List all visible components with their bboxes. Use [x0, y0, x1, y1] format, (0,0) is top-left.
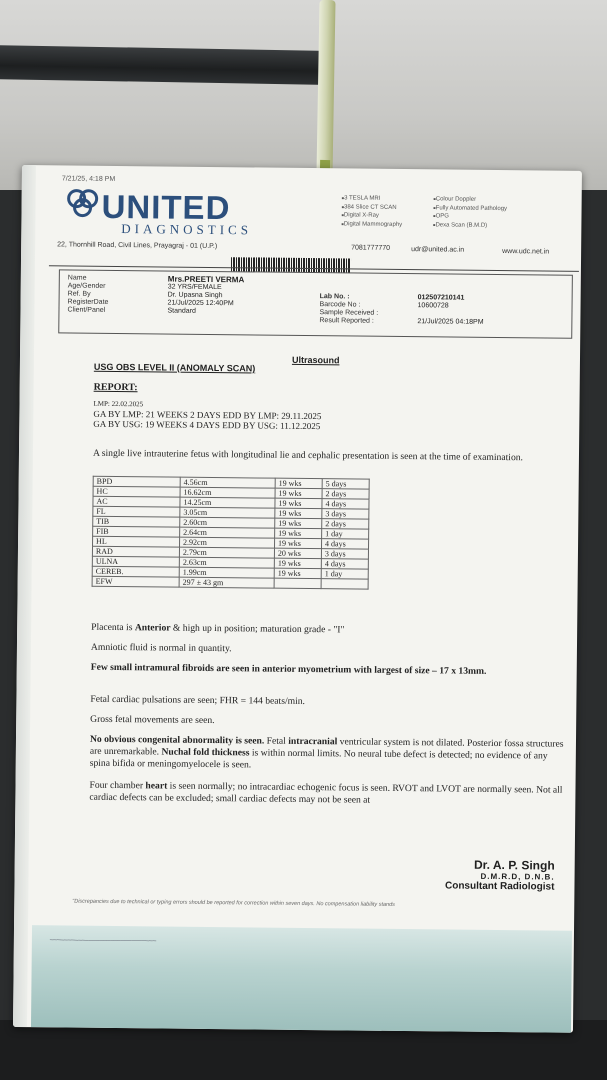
patient-details-box — [58, 269, 573, 338]
biometry-param: AC — [93, 496, 180, 507]
service-item: ■ 3 TESLA MRI — [342, 195, 381, 201]
barcode-no: 10600728 — [417, 302, 449, 310]
lab-email: udr@united.ac.in — [411, 246, 465, 254]
biometry-weeks: 19 wks — [275, 538, 322, 548]
fhr-paragraph: Fetal cardiac pulsations are seen; FHR = 144 beats/min. — [90, 693, 306, 707]
lab-address: 22, Thornhill Road, Civil Lines, Prayagraj - 01 (U.P.) — [57, 241, 218, 251]
amniotic-paragraph: Amniotic fluid is normal in quantity. — [90, 641, 232, 655]
ga-usg-line: GA BY USG: 19 WEEKS 4 DAYS EDD BY USG: 11.12.2025 — [93, 418, 321, 432]
label-lab-no: Lab No. : — [319, 293, 350, 301]
biometry-days: 3 days — [321, 549, 368, 559]
biometry-days: 2 days — [322, 489, 369, 499]
patient-register-date: 21/Jul/2025 12:40PM — [167, 299, 234, 308]
biometry-param: BPD — [93, 476, 180, 487]
brand-name: UNITED — [101, 187, 231, 227]
lab-phone: 7081777770 — [351, 244, 391, 252]
biometry-param: HC — [93, 486, 180, 497]
biometry-weeks: 19 wks — [274, 558, 321, 568]
movements-paragraph: Gross fetal movements are seen. — [90, 713, 215, 727]
patient-values — [167, 276, 244, 317]
biometry-value: 2.60cm — [180, 517, 275, 528]
lab-values — [417, 294, 484, 327]
anomaly-paragraph: No obvious congenital abnormality is seen. Fetal intracranial ventricular system is not dilated. Posterior fossa structures are unremarkable. Nuchal fold thickness is within normal limits. No neural tube defect is detected; no evidence of any spina bifida or meningomyelocele is seen. — [89, 733, 564, 771]
label-sample-received: Sample Received : — [319, 309, 379, 317]
biometry-weeks: 19 wks — [275, 488, 322, 498]
study-title: USG OBS LEVEL II (ANOMALY SCAN) — [93, 361, 256, 374]
letterhead — [39, 165, 580, 259]
lab-no: 012507210141 — [417, 294, 465, 302]
service-item: ■ OPG — [433, 213, 449, 219]
biometry-value: 2.92cm — [180, 537, 275, 548]
green-pen — [316, 0, 335, 175]
heart-paragraph: Four chamber heart is seen normally; no intracardiac echogenic focus is seen. RVOT and LVOT are normally seen. Not all cardiac defects can be excluded; small cardiac defects may not be seen at — [89, 779, 563, 806]
desk-background — [0, 0, 607, 190]
biometry-days: 5 days — [322, 479, 369, 489]
doctor-qualification: D.M.R.D, D.N.B. — [480, 871, 555, 882]
biometry-weeks: 19 wks — [275, 508, 322, 518]
patient-age-gender: 32 YRS/FEMALE — [167, 283, 222, 292]
services-left — [341, 194, 431, 229]
biometry-param: ULNA — [92, 556, 179, 567]
dating-block — [93, 399, 321, 431]
biometry-days: 4 days — [321, 559, 368, 569]
patient-labels — [67, 274, 108, 314]
lab-labels — [319, 293, 378, 326]
biometry-param: CEREB. — [92, 566, 179, 577]
ga-lmp-line: GA BY LMP: 21 WEEKS 2 DAYS EDD BY LMP: 29.11.2025 — [93, 408, 322, 422]
biometry-weeks: 19 wks — [275, 478, 322, 488]
disclaimer: "Discrepancies due to technical or typing errors should be reported for correction within seven days. No compensation liability stands — [72, 898, 395, 908]
black-pen — [0, 45, 330, 85]
biometry-value: 2.64cm — [180, 527, 275, 538]
report-paper — [13, 165, 582, 1033]
report-heading: REPORT: — [93, 381, 138, 394]
intro-paragraph: A single live intrauterine fetus with longitudinal lie and cephalic presentation is seen at the time of examination. — [92, 447, 524, 464]
department-title: Ultrasound — [291, 354, 340, 366]
biometry-param: RAD — [92, 546, 179, 557]
label-age-gender: Age/Gender — [67, 282, 106, 290]
label-client-panel: Client/Panel — [67, 306, 106, 314]
placenta-paragraph: Placenta is Anterior & high up in position; maturation grade - "I" — [91, 621, 345, 636]
service-item: ■ 384 Slice CT SCAN — [342, 204, 397, 211]
brand-subtitle: DIAGNOSTICS — [121, 221, 253, 238]
biometry-value: 14.25cm — [180, 497, 275, 508]
doctor-name: Dr. A. P. Singh — [473, 857, 555, 873]
biometry-param: EFW — [92, 576, 179, 587]
patient-client-panel: Standard — [167, 307, 196, 315]
biometry-weeks: 19 wks — [274, 568, 321, 578]
doctor-role: Consultant Radiologist — [444, 880, 555, 893]
biometry-days: 2 days — [322, 519, 369, 529]
biometry-value: 16.62cm — [180, 487, 275, 498]
result-reported: 21/Jul/2025 04:18PM — [417, 318, 484, 326]
report-page — [31, 165, 580, 1033]
service-item: ■ Fully Automated Pathology — [433, 205, 507, 212]
print-date: 7/21/25, 4:18 PM — [61, 175, 116, 183]
biometry-value: 4.56cm — [180, 477, 275, 488]
biometry-table — [92, 476, 370, 590]
biometry-days: 1 day — [322, 529, 369, 539]
lab-website: www.udc.net.in — [502, 248, 550, 256]
patient-ref-by: Dr. Upasna Singh — [167, 291, 223, 300]
biometry-value: 1.99cm — [179, 567, 274, 578]
biometry-value: 2.63cm — [179, 557, 274, 568]
service-item: ■ Digital Mammography — [341, 221, 402, 228]
biometry-days — [321, 579, 368, 589]
biometry-value: 297 ± 43 gm — [179, 577, 274, 588]
biometry-weeks — [274, 578, 321, 588]
biometry-weeks: 19 wks — [275, 518, 322, 528]
patient-name: Mrs.PREETI VERMA — [167, 274, 245, 285]
biometry-value: 2.79cm — [179, 547, 274, 558]
label-name: Name — [67, 274, 87, 282]
footer-band — [31, 925, 572, 1033]
biometry-param: FIB — [93, 526, 180, 537]
lmp-line: LMP: 22.02.2025 — [93, 399, 144, 409]
services-list — [341, 194, 523, 230]
signature-block — [445, 857, 555, 892]
biometry-days: 4 days — [322, 499, 369, 509]
biometry-param: FL — [93, 506, 180, 517]
service-item: ■ Dexa Scan (B.M.D) — [433, 222, 487, 229]
label-register-date: RegisterDate — [67, 298, 109, 306]
biometry-days: 4 days — [321, 539, 368, 549]
footer-faded-line: ────────────────────────────── — [49, 937, 157, 945]
biometry-days: 1 day — [321, 569, 368, 579]
patient-barcode — [231, 257, 351, 272]
logo-knot-icon — [65, 187, 99, 217]
biometry-param: TIB — [93, 516, 180, 527]
label-ref-by: Ref. By — [67, 290, 91, 298]
service-item: ■ Digital X-Ray — [341, 212, 378, 218]
fibroid-paragraph: Few small intramural fibroids are seen in anterior myometrium with largest of size – 17 x 13mm. — [90, 661, 487, 677]
biometry-days: 3 days — [322, 509, 369, 519]
biometry-param: HL — [93, 536, 180, 547]
label-barcode-no: Barcode No : — [319, 301, 361, 309]
label-result-reported: Result Reported : — [319, 317, 374, 325]
services-right — [433, 195, 523, 230]
biometry-weeks: 19 wks — [275, 498, 322, 508]
biometry-weeks: 20 wks — [274, 548, 321, 558]
service-item: ■ Colour Doppler — [433, 196, 476, 202]
biometry-weeks: 19 wks — [275, 528, 322, 538]
biometry-value: 3.05cm — [180, 507, 275, 518]
